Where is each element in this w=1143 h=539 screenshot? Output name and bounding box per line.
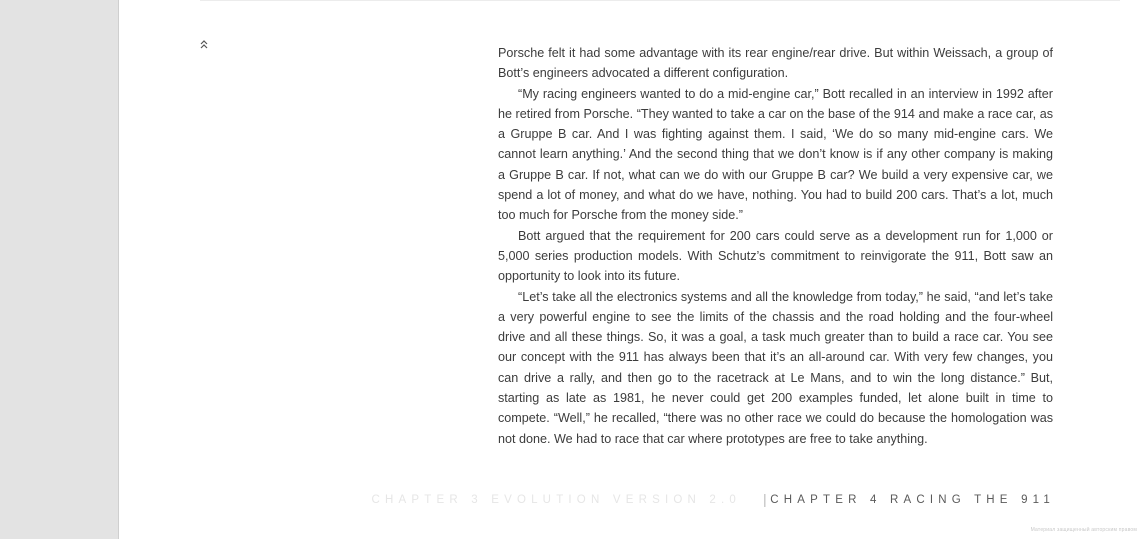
collapse-toggle-button[interactable]: [197, 35, 211, 51]
chapter-separator: |: [763, 491, 767, 507]
top-divider: [200, 0, 1120, 1]
current-chapter-label: CHAPTER 4 RACING THE 911: [770, 494, 1055, 506]
article-paragraph-2: “My racing engineers wanted to do a mid-engine car,” Bott recalled in an interview in 1992 after he retired from Porsche. “They wanted to take a car on the base of the 914 and make a race car, as a Gruppe B car. And I was fighting against them. I said, ‘We do so many mid-engine cars. We cannot learn anything.’ And the second thing that we don’t know is if any other company is making a Gruppe B car. If not, what can we do with our Gruppe B car? We build a very expensive car, we spend a lot of money, and what do we have, nothing. You had to build 200 cars. That’s a lot, much too much for Porsche from the money side.”: [498, 86, 1053, 223]
copyright-watermark: Материал защищенный авторским правом: [1030, 527, 1137, 533]
article-paragraph-1: Porsche felt it had some advantage with its rear engine/rear drive. But within Weissach, a group of Bott’s engineers advocated a different configuration.: [498, 46, 1053, 81]
article-paragraph-4: “Let’s take all the electronics systems and all the knowledge from today,” he said, “and let’s take a very powerful engine to see the limits of the chassis and the road holding and the four-wheel drive and all these things. So, it was a goal, a task much greater than to build a race car. You see our concept with the 911 has always been that it’s an all-around car. With very few changes, you can drive a rally, and then go to the racetrack at Le Mans, and to win the long distance.” But, starting as late as 1981, he never could get 200 examples funded, let alone built in time to compete. “Well,” he recalled, “there was no other race we could do because the homologation was not done. We had to race that car where prototypes are free to take anything.: [498, 289, 1053, 446]
article-body: [498, 43, 1053, 449]
previous-chapter-link[interactable]: CHAPTER 3 EVOLUTION VERSION 2.0: [371, 494, 741, 506]
article-paragraph-3: Bott argued that the requirement for 200 cars could serve as a development run for 1,000 or 5,000 series production models. With Schutz’s commitment to reinvigorate the 911, Bott saw an opportunity to look into its future.: [498, 228, 1053, 284]
left-panel: [0, 0, 119, 539]
double-chevron-up-icon: [197, 35, 211, 51]
